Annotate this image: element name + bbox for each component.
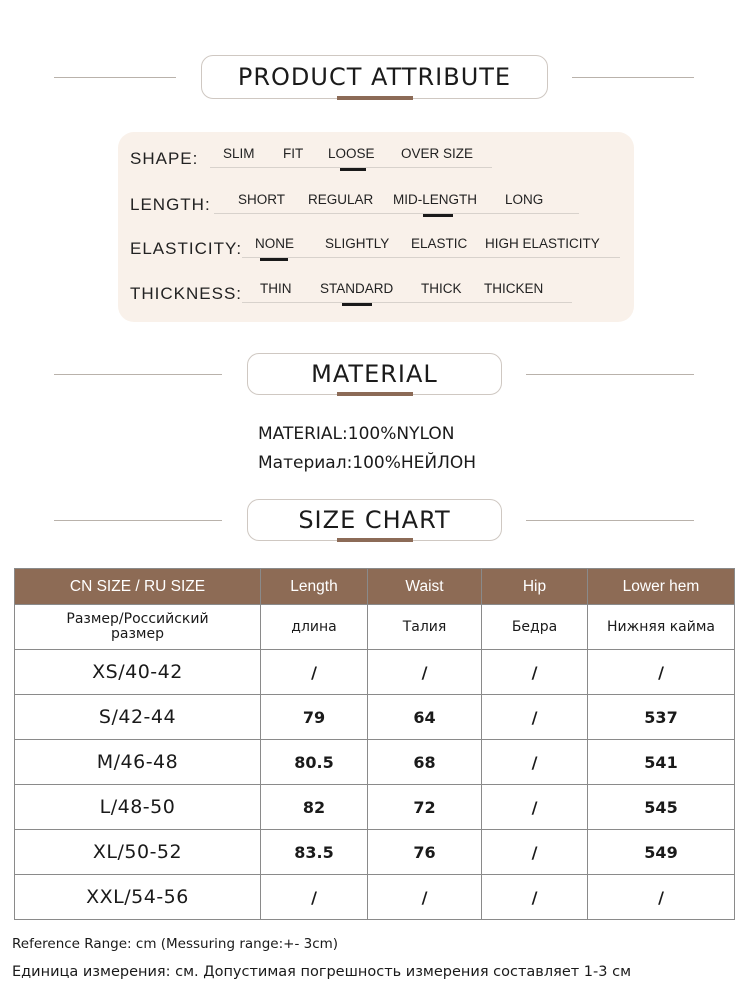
attr-option: SLIGHTLY xyxy=(325,236,390,251)
material-title: MATERIAL xyxy=(311,360,438,388)
table-cell: 64 xyxy=(368,695,482,740)
header-length: Length xyxy=(261,569,368,605)
table-cell: / xyxy=(588,875,735,920)
attr-option-label: MID-LENGTH xyxy=(393,192,477,207)
table-cell: / xyxy=(482,650,588,695)
table-cell: 76 xyxy=(368,830,482,875)
table-cell: M/46-48 xyxy=(15,740,261,785)
divider-right xyxy=(526,520,694,521)
size-table xyxy=(14,568,735,920)
table-cell: S/42-44 xyxy=(15,695,261,740)
attr-option: ELASTIC xyxy=(411,236,468,251)
attr-option-selected xyxy=(393,192,477,207)
attr-option: THIN xyxy=(260,281,292,296)
table-cell: / xyxy=(482,830,588,875)
attr-label-length: LENGTH: xyxy=(130,195,211,214)
table-cell: / xyxy=(482,740,588,785)
table-cell: / xyxy=(588,650,735,695)
attr-option: THICK xyxy=(421,281,462,296)
attr-label-thickness: THICKNESS: xyxy=(130,284,243,303)
attribute-panel xyxy=(118,132,634,322)
table-cell: 549 xyxy=(588,830,735,875)
title-underline xyxy=(337,96,413,100)
material-header xyxy=(0,353,750,395)
attr-option: FIT xyxy=(283,146,304,161)
attr-option: SHORT xyxy=(238,192,286,207)
divider-left xyxy=(54,374,222,375)
attr-options-length xyxy=(214,192,579,214)
attr-options-thickness xyxy=(242,281,572,303)
table-cell: XS/40-42 xyxy=(15,650,261,695)
attr-option-selected xyxy=(320,281,393,296)
reference-note-en: Reference Range: cm (Messuring range:+- 3cm) xyxy=(12,936,339,952)
title-underline xyxy=(337,392,413,396)
reference-note-ru: Единица измерения: см. Допустимая погрешность измерения составляет 1-3 см xyxy=(12,964,632,980)
attr-label-shape: SHAPE: xyxy=(130,149,199,168)
selected-mark xyxy=(260,258,288,261)
table-cell: / xyxy=(261,875,368,920)
header-ru-length: длина xyxy=(261,605,368,650)
table-cell: 545 xyxy=(588,785,735,830)
product-attribute-header xyxy=(0,55,750,99)
selected-mark xyxy=(423,214,453,217)
divider-left xyxy=(54,77,176,78)
header-ru-lower-hem: Нижняя кайма xyxy=(588,605,735,650)
size-chart-title: SIZE CHART xyxy=(298,506,451,534)
attr-option: OVER SIZE xyxy=(401,146,474,161)
product-attribute-title-box xyxy=(201,55,548,99)
attr-option: SLIM xyxy=(223,146,255,161)
table-cell: XL/50-52 xyxy=(15,830,261,875)
table-row xyxy=(15,650,735,695)
attr-option: THICKEN xyxy=(484,281,544,296)
attr-option: LONG xyxy=(505,192,544,207)
table-cell: 72 xyxy=(368,785,482,830)
table-cell: 68 xyxy=(368,740,482,785)
table-cell: / xyxy=(261,650,368,695)
table-cell: / xyxy=(482,695,588,740)
attr-label-elasticity: ELASTICITY: xyxy=(130,239,243,258)
divider-right xyxy=(572,77,694,78)
table-cell: 541 xyxy=(588,740,735,785)
material-line-en: MATERIAL:100%NYLON xyxy=(258,424,455,444)
table-cell: 82 xyxy=(261,785,368,830)
table-cell: 80.5 xyxy=(261,740,368,785)
attr-options-elasticity xyxy=(242,236,620,258)
attr-option: REGULAR xyxy=(308,192,374,207)
header-lower-hem: Lower hem xyxy=(588,569,735,605)
attr-row-shape xyxy=(118,146,634,176)
table-cell: 537 xyxy=(588,695,735,740)
attr-option-selected xyxy=(255,236,294,251)
attr-row-thickness xyxy=(118,281,634,311)
size-chart-header xyxy=(0,499,750,541)
header-hip: Hip xyxy=(482,569,588,605)
material-line-ru: Материал:100%НЕЙЛОН xyxy=(258,453,477,473)
material-title-box xyxy=(247,353,502,395)
attr-option-selected xyxy=(328,146,375,161)
table-cell: / xyxy=(368,650,482,695)
header-waist: Waist xyxy=(368,569,482,605)
size-chart-title-box xyxy=(247,499,502,541)
table-row xyxy=(15,875,735,920)
divider-left xyxy=(54,520,222,521)
attr-option-label: STANDARD xyxy=(320,281,394,296)
attr-row-elasticity xyxy=(118,236,634,266)
attr-option-label: LOOSE xyxy=(328,146,375,161)
attr-row-length xyxy=(118,192,634,222)
table-row xyxy=(15,830,735,875)
table-cell: XXL/54-56 xyxy=(15,875,261,920)
table-row xyxy=(15,740,735,785)
attr-options-shape xyxy=(210,146,492,168)
table-cell: 83.5 xyxy=(261,830,368,875)
attr-option: HIGH ELASTICITY xyxy=(485,236,600,251)
table-header-ru-row xyxy=(15,605,735,650)
title-underline xyxy=(337,538,413,542)
attr-option-label: NONE xyxy=(255,236,295,251)
header-ru-waist: Талия xyxy=(368,605,482,650)
table-row xyxy=(15,785,735,830)
header-size: CN SIZE / RU SIZE xyxy=(15,569,261,605)
table-row xyxy=(15,695,735,740)
header-ru-hip: Бедра xyxy=(482,605,588,650)
table-cell: / xyxy=(482,875,588,920)
table-cell: L/48-50 xyxy=(15,785,261,830)
table-cell: / xyxy=(368,875,482,920)
header-ru-size: Размер/Российский размер xyxy=(15,605,261,650)
selected-mark xyxy=(342,303,372,306)
table-header-row xyxy=(15,569,735,605)
selected-mark xyxy=(340,168,366,171)
product-attribute-title: PRODUCT ATTRIBUTE xyxy=(237,63,512,91)
table-cell: 79 xyxy=(261,695,368,740)
divider-right xyxy=(526,374,694,375)
table-cell: / xyxy=(482,785,588,830)
